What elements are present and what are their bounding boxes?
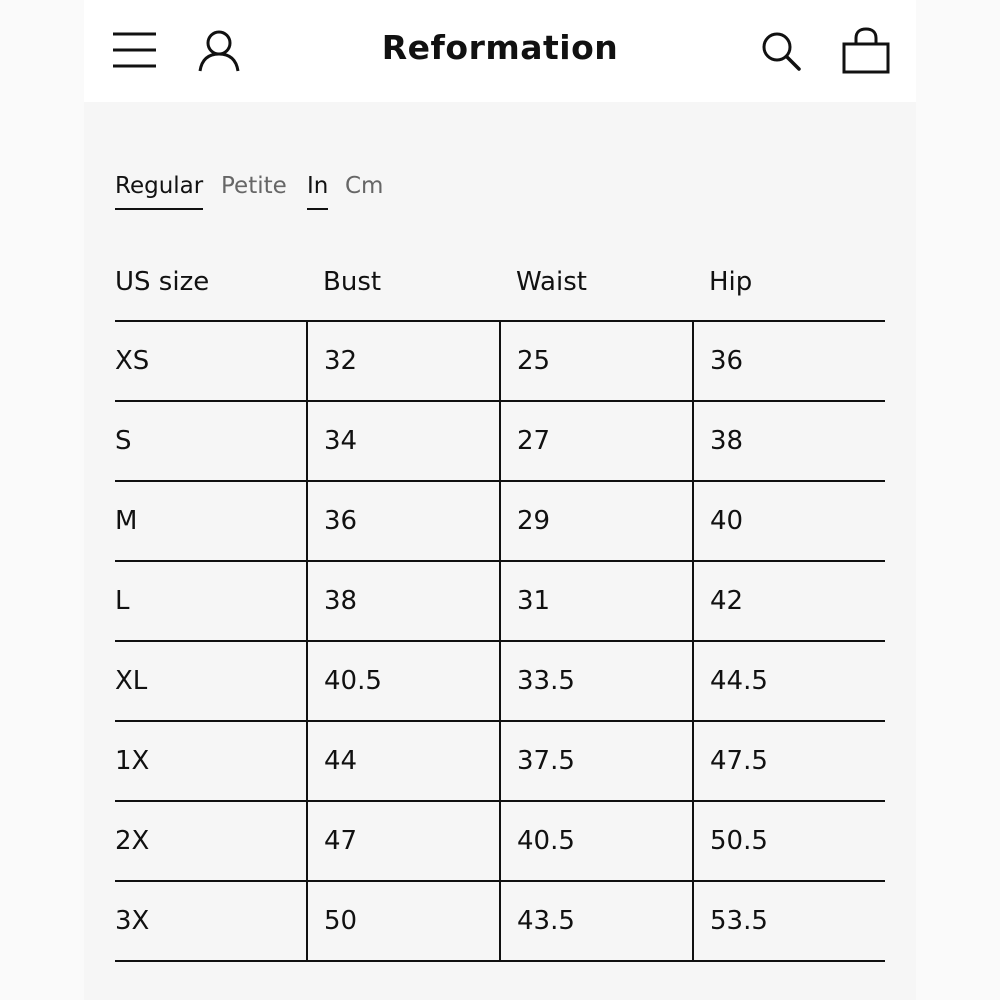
cell-size: 2X (115, 801, 307, 881)
tab-centimeters-label: Cm (345, 173, 384, 199)
cell-size: 1X (115, 721, 307, 801)
right-margin (916, 0, 1000, 1000)
cell-hip: 38 (693, 401, 885, 481)
column-header-waist: Waist (500, 244, 693, 321)
cell-hip: 53.5 (693, 881, 885, 961)
table-row (115, 801, 885, 881)
table-row (115, 721, 885, 801)
cell-bust: 34 (307, 401, 500, 481)
tab-regular-label: Regular (115, 173, 204, 199)
table-row (115, 481, 885, 561)
cell-bust: 44 (307, 721, 500, 801)
cell-bust: 50 (307, 881, 500, 961)
tab-centimeters[interactable] (345, 168, 383, 204)
tab-inches-label: In (307, 173, 329, 199)
tab-petite[interactable] (221, 168, 287, 204)
cell-waist: 43.5 (500, 881, 693, 961)
cell-size: L (115, 561, 307, 641)
column-header-bust: Bust (307, 244, 500, 321)
cell-size: XS (115, 321, 307, 401)
table-row (115, 561, 885, 641)
shopping-bag-icon[interactable] (840, 24, 892, 78)
cell-size: 3X (115, 881, 307, 961)
active-tab-underline (115, 208, 203, 210)
cell-waist: 25 (500, 321, 693, 401)
cell-size: XL (115, 641, 307, 721)
active-tab-underline (307, 208, 328, 210)
cell-size: M (115, 481, 307, 561)
cell-hip: 50.5 (693, 801, 885, 881)
left-margin (0, 0, 84, 1000)
cell-hip: 36 (693, 321, 885, 401)
brand-logo[interactable]: Reformation (381, 28, 619, 67)
tab-petite-label: Petite (221, 173, 287, 199)
cell-waist: 37.5 (500, 721, 693, 801)
table-row (115, 401, 885, 481)
column-header-us-size: US size (115, 244, 307, 321)
cell-waist: 31 (500, 561, 693, 641)
column-header-hip: Hip (693, 244, 885, 321)
size-chart-table (115, 244, 885, 962)
site-header (84, 0, 916, 102)
cell-waist: 27 (500, 401, 693, 481)
cell-bust: 36 (307, 481, 500, 561)
cell-bust: 47 (307, 801, 500, 881)
cell-hip: 44.5 (693, 641, 885, 721)
cell-hip: 47.5 (693, 721, 885, 801)
table-row (115, 321, 885, 401)
mobile-frame (84, 0, 916, 1000)
tab-inches[interactable] (307, 168, 328, 204)
cell-waist: 33.5 (500, 641, 693, 721)
table-row (115, 641, 885, 721)
tab-regular[interactable] (115, 168, 203, 204)
table-row (115, 881, 885, 961)
cell-size: S (115, 401, 307, 481)
cell-waist: 29 (500, 481, 693, 561)
cell-bust: 40.5 (307, 641, 500, 721)
cell-hip: 42 (693, 561, 885, 641)
table-header-row (115, 244, 885, 321)
cell-bust: 32 (307, 321, 500, 401)
cell-bust: 38 (307, 561, 500, 641)
cell-waist: 40.5 (500, 801, 693, 881)
cell-hip: 40 (693, 481, 885, 561)
search-icon[interactable] (758, 28, 804, 74)
